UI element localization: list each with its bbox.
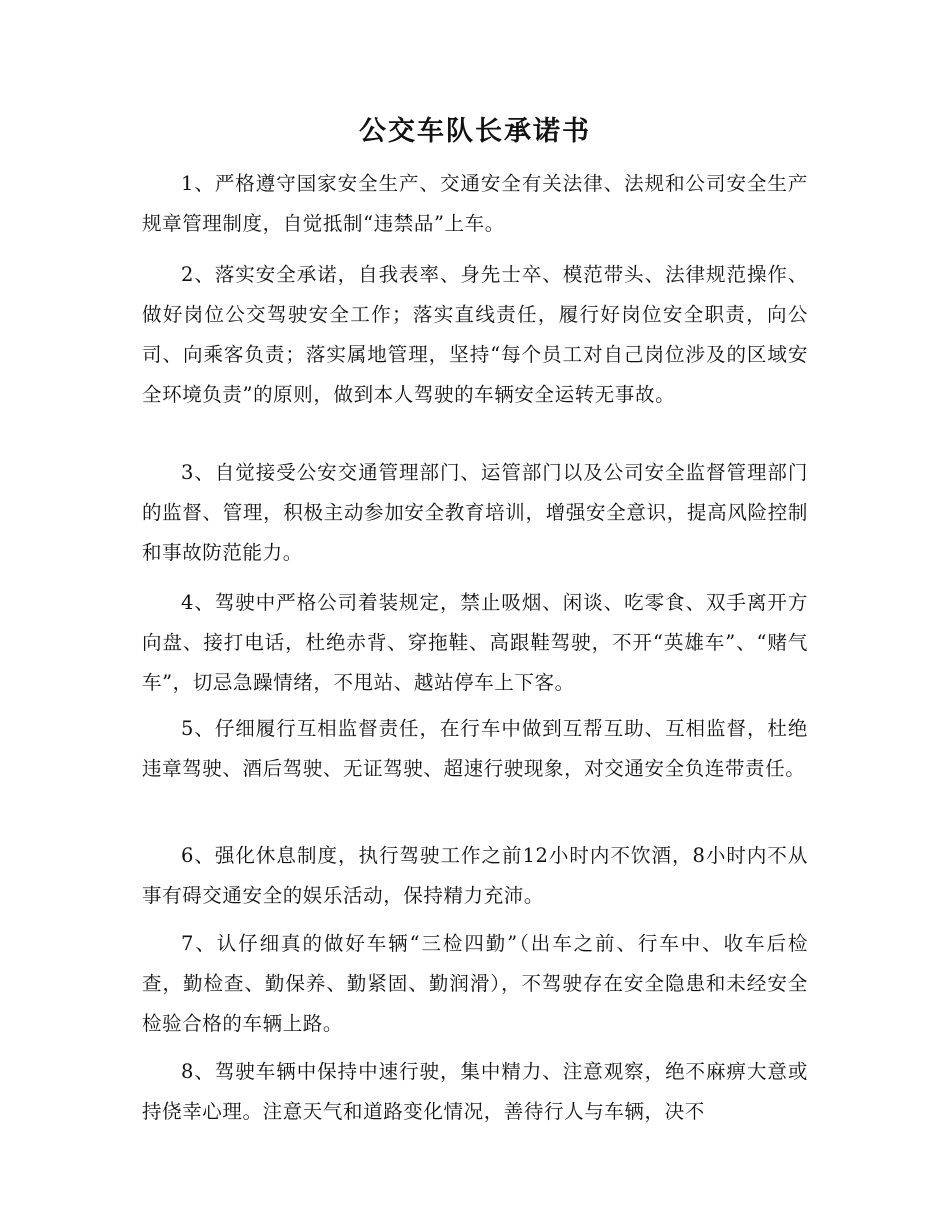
paragraph-4: 4、驾驶中严格公司着装规定，禁止吸烟、闲谈、吃零食、双手离开方向盘、接打电话，杜绝赤背、穿拖鞋、高跟鞋驾驶，不开“英雄车”、“赌气车”，切忌急躁情绪，不甩站、越站停车上下客。	[142, 591, 808, 694]
paragraph-3: 3、自觉接受公安交通管理部门、运管部门以及公司安全监督管理部门的监督、管理，积极主动参加安全教育培训，增强安全意识，提高风险控制和事故防范能力。	[142, 461, 808, 564]
paragraph-8: 8、驾驶车辆中保持中速行驶，集中精力、注意观察，绝不麻痹大意或持侥幸心理。注意天气和道路变化情况，善待行人与车辆，决不	[142, 1060, 808, 1123]
document-title: 公交车队长承诺书	[359, 116, 591, 147]
paragraph-5: 5、仔细履行互相监督责任，在行车中做到互帮互助、互相监督，杜绝违章驾驶、酒后驾驶、无证驾驶、超速行驶现象，对交通安全负连带责任。	[142, 717, 808, 780]
paragraph-1: 1、严格遵守国家安全生产、交通安全有关法律、法规和公司安全生产规章管理制度，自觉抵制“违禁品”上车。	[142, 172, 808, 235]
paragraph-7: 7、认仔细真的做好车辆“三检四勤”（出车之前、行车中、收车后检查，勤检查、勤保养、勤紧固、勤润滑），不驾驶存在安全隐患和未经安全检验合格的车辆上路。	[142, 932, 808, 1035]
paragraph-6: 6、强化休息制度，执行驾驶工作之前12小时内不饮酒，8小时内不从事有碍交通安全的娱乐活动，保持精力充沛。	[142, 844, 808, 907]
paragraph-2: 2、落实安全承诺，自我表率、身先士卒、模范带头、法律规范操作、做好岗位公交驾驶安全工作；落实直线责任，履行好岗位安全职责，向公司、向乘客负责；落实属地管理，坚持“每个员工对自己岗位涉及的区域安全环境负责”的原则，做到本人驾驶的车辆安全运转无事故。	[142, 263, 808, 406]
